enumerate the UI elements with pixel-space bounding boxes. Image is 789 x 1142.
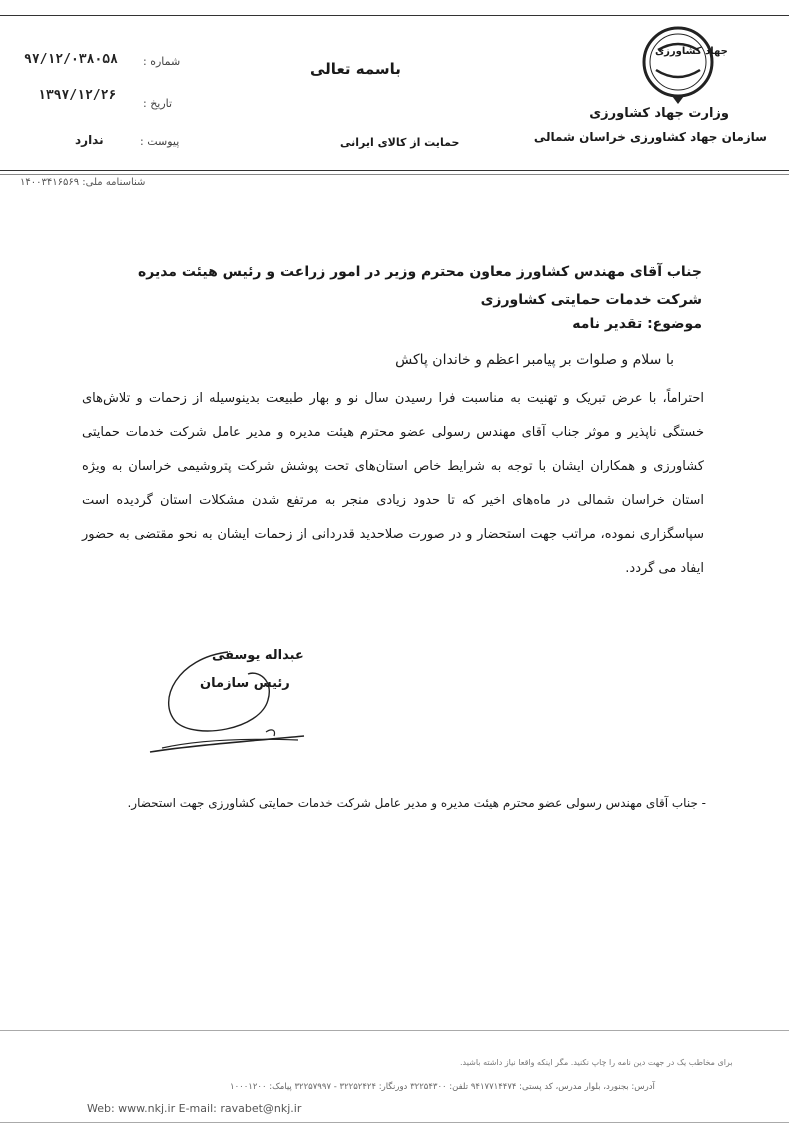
- signer-name: عبداله یوسفی: [212, 648, 304, 663]
- carbon-copy: - جناب آقای مهندس رسولی عضو محترم هیئت مدیره و مدیر عامل شرکت خدمات حمایتی کشاورزی جهت استحضار.: [127, 796, 706, 810]
- header-bottom-rule: [0, 170, 789, 171]
- letter-body: احتراماً، با عرض تبریک و تهنیت به مناسبت فرا رسیدن سال نو و بهار طبیعت بدینوسیله از زحمات و تلاش‌های خستگی ناپذیر و موثر جناب آقای مهندس رسولی عضو محترم هیئت مدیره و مدیر عامل شرکت خدمات حمایتی کشاورزی و همکاران ایشان با توجه به شرایط خاص استان‌های تحت پوشش شرکت پتروشیمی خراسان به ویژه استان خراسان شمالی در ماه‌های اخیر که تا حدود زیادی منجر به مرتفع شدن مشکلات استان گردیده است سپاسگزاری نموده، مراتب جهت استحضار و در صورت صلاحدید قدردانی از زحمات ایشان به نحو مقتضی به حضور ایفاد می گردد.: [82, 391, 704, 576]
- footer-web-email: Web: www.nkj.ir E-mail: ravabet@nkj.ir: [87, 1102, 302, 1115]
- subject: موضوع: تقدیر نامه: [572, 316, 702, 332]
- logo-text: جهاد کشاورزی: [655, 46, 728, 57]
- footer-address: آدرس: بجنورد، بلوار مدرس، کد پستی: ۹۴۱۷۷۱۴۴۷۴ تلفن: ۳۲۲۵۴۳۰۰ دورنگار: ۳۲۲۵۲۴۲۴ - ۳۲۲۵۷۹۹۷ پیامک: ۱۰۰۰۱۲۰۰: [230, 1082, 655, 1092]
- ministry-name: وزارت جهاد کشاورزی: [589, 106, 729, 121]
- date-label: تاریخ :: [143, 97, 173, 110]
- attachment-value: ندارد: [75, 133, 104, 147]
- header-top-rule: [0, 15, 789, 16]
- footer-rule: [0, 1030, 789, 1031]
- addressee: جناب آقای مهندس کشاورز معاون محترم وزیر در امور زراعت و رئیس هیئت مدیره شرکت خدمات حمایتی کشاورزی: [137, 264, 702, 308]
- bismillah: باسمه تعالی: [310, 60, 401, 78]
- greeting: با سلام و صلوات بر پیامبر اعظم و خاندان پاکش: [395, 352, 674, 368]
- number-label: شماره :: [143, 55, 181, 68]
- organization-name: سازمان جهاد کشاورزی خراسان شمالی: [533, 130, 767, 144]
- signer-title: رئیس سازمان: [200, 676, 290, 691]
- motto: حمایت از کالای ایرانی: [340, 136, 460, 149]
- footer-note: برای مخاطب یک در جهت دین نامه را چاپ نکنید. مگر اینکه واقعا نیاز داشته باشید.: [460, 1058, 733, 1067]
- number-value: ۹۷/۱۲/۰۳۸۰۵۸: [24, 52, 118, 67]
- national-id: شناسنامه ملی: ۱۴۰۰۳۴۱۶۵۶۹: [20, 177, 146, 188]
- date-value: ۱۳۹۷/۱۲/۲۶: [38, 88, 117, 103]
- jahad-keshavarzi-logo: [628, 20, 728, 108]
- footer-bottom-rule: [0, 1122, 789, 1123]
- attachment-label: پیوست :: [140, 135, 180, 148]
- header-bottom-rule-2: [0, 174, 789, 175]
